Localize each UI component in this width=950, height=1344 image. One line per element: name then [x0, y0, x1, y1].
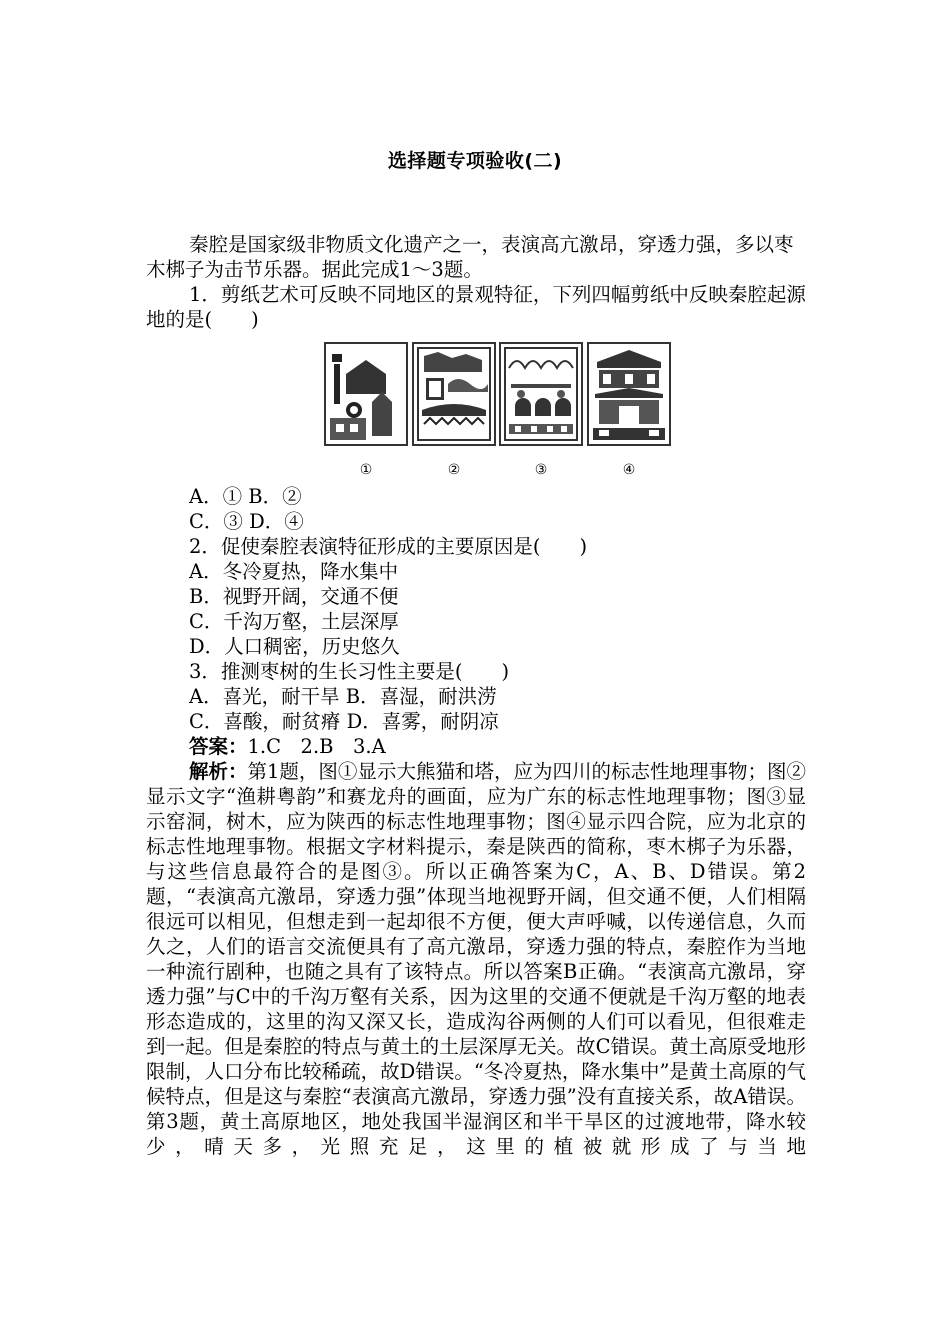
analysis-text: 第1题，图①显示大熊猫和塔，应为四川的标志性地理事物；图②显示文字“渔耕粤韵”和赛龙舟的画面，应为广东的标志性地理事物；图③显示窑洞，树木，应为陕西的标志性地理事物；图④显示四合院，应为北京的标志性地理事物。根据文字材料提示，秦是陕西的简称，枣木梆子为乐器，与这些信息最符合的是图③。所以正确答案为C，A、B、D错误。第2题，“表演高亢激昂，穿透力强”体现当地视野开阔，但交通不便，人们相隔很远可以相见，但想走到一起却很不方便，便大声呼喊，以传递信息，久而久之，人们的语言交流便具有了高亢激昂，穿透力强的特点，秦腔作为当地一种流行剧种，也随之具有了该特点。所以答案B正确。“表演高亢激昂，穿透力强”与C中的千沟万壑有关系，因为这里的交通不便就是千沟万壑的地表形态造成的，这里的沟又深又长，造成沟谷两侧的人们可以看见，但很难走到一起。但是秦腔的特点与黄土的土层深厚无关。故C错误。黄土高原受地形限制，人口分布比较稀疏，故D错误。“冬冷夏热，降水集中”是黄土高原的气候特点，但是这与秦腔“表演高亢激昂，穿透力强”没有直接关系，故A错误。第3题，黄土高原地区，地处我国半湿润区和半干旱区的过渡地带，降水较少，晴天多，光照充足，这里的植被就形成了与当地 — [146, 760, 806, 1158]
document-body — [146, 232, 806, 1159]
answer-line — [146, 734, 806, 759]
answer-label: 答案： — [189, 735, 248, 758]
papercut-image-4 — [587, 342, 671, 446]
page-title: 选择题专项验收(二) — [387, 150, 563, 172]
figure-label-2: ② — [447, 462, 461, 478]
q2-option-a: A．冬冷夏热，降水集中 — [189, 560, 399, 583]
analysis-paragraph — [146, 759, 806, 1159]
papercut-image-1 — [324, 342, 408, 446]
papercut-image-3 — [499, 342, 583, 446]
q2-stem: 2．促使秦腔表演特征形成的主要原因是( ) — [189, 535, 588, 558]
q1-stem: 1．剪纸艺术可反映不同地区的景观特征，下列四幅剪纸中反映秦腔起源地的是( ) — [146, 283, 806, 331]
q1-options-line-2: C．③ D．④ — [189, 510, 304, 533]
papercut-figures — [146, 338, 806, 478]
figure-label-4: ④ — [622, 462, 636, 478]
intro-paragraph: 秦腔是国家级非物质文化遗产之一，表演高亢激昂，穿透力强，多以枣木梆子为击节乐器。据此完成1～3题。 — [146, 233, 794, 281]
q2-option-c: C．千沟万壑，土层深厚 — [189, 610, 399, 633]
papercut-image-2 — [412, 342, 496, 446]
q3-options-line-2: C．喜酸，耐贫瘠 D．喜雾，耐阴凉 — [189, 710, 499, 733]
q2-option-b: B．视野开阔，交通不便 — [189, 585, 399, 608]
q3-options-line-1: A．喜光，耐干旱 B．喜湿，耐洪涝 — [189, 685, 497, 708]
q1-options-line-1: A．① B．② — [189, 485, 302, 508]
q2-option-d: D．人口稠密，历史悠久 — [189, 635, 400, 658]
figure-label-3: ③ — [534, 462, 548, 478]
figure-label-1: ① — [359, 462, 373, 478]
answer-text: 1.C 2.B 3.A — [247, 735, 386, 758]
analysis-label: 解析： — [189, 760, 248, 783]
q3-stem: 3．推测枣树的生长习性主要是( ) — [189, 660, 510, 683]
